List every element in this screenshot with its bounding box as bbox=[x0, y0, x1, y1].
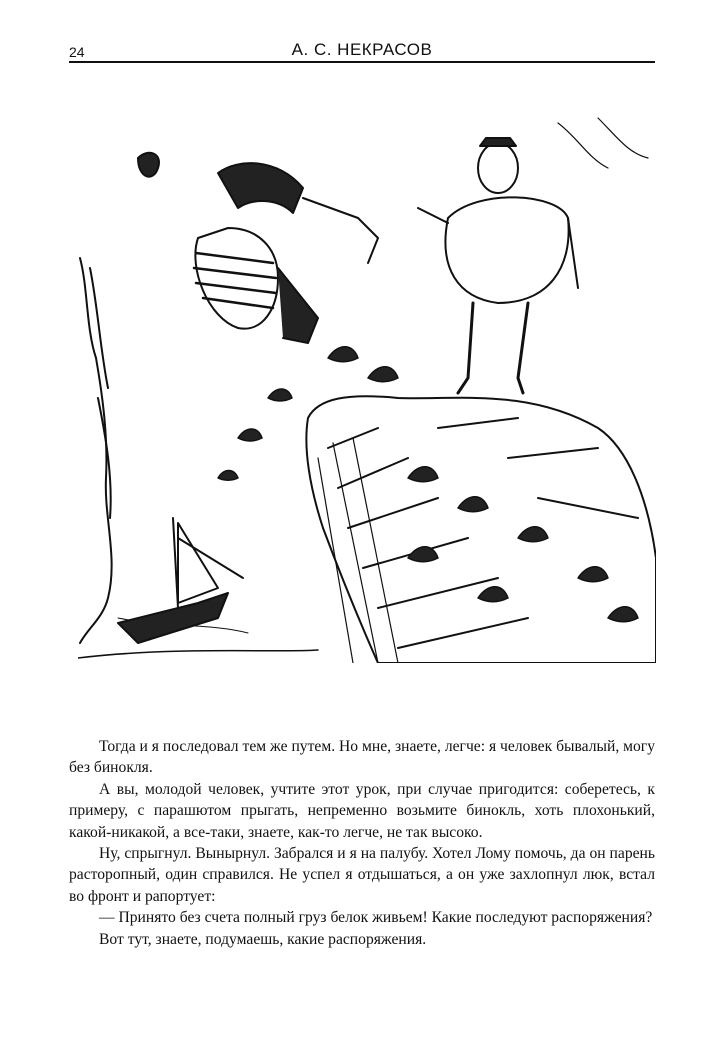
page-header bbox=[69, 38, 655, 62]
paragraph: Тогда и я последовал тем же путем. Но мне, знаете, легче: я человек бывалый, могу без бинокля. bbox=[69, 738, 655, 777]
paragraph: — Принято без счета полный груз белок живьем! Какие последуют распоряжения? bbox=[99, 909, 653, 927]
header-rule bbox=[69, 61, 655, 63]
cliff-rock bbox=[306, 396, 656, 663]
body-text bbox=[69, 736, 655, 950]
page-number: 24 bbox=[69, 44, 85, 60]
sailboat bbox=[118, 518, 243, 643]
paragraph: Вот тут, знаете, подумаешь, какие распоряжения. bbox=[99, 930, 427, 948]
falling-sailor bbox=[138, 153, 378, 343]
paragraph: Ну, спрыгнул. Вынырнул. Забрался и я на палубу. Хотел Лому помочь, да он парень расторопный, один справился. Не успел я отдышаться, а он уже захлопнул люк, встал во фронт и рапортует: bbox=[69, 845, 655, 905]
captain-figure bbox=[418, 118, 648, 393]
paragraph: А вы, молодой человек, учтите этот урок, при случае пригодится: соберетесь, к примеру, с парашютом прыгать, непременно возьмите бинокль, хоть плохонький, какой-никакой, а все-таки, знаете, как-то легче, не так высоко. bbox=[69, 780, 655, 841]
illustration bbox=[78, 98, 656, 663]
running-title: А. С. НЕКРАСОВ bbox=[291, 40, 433, 59]
